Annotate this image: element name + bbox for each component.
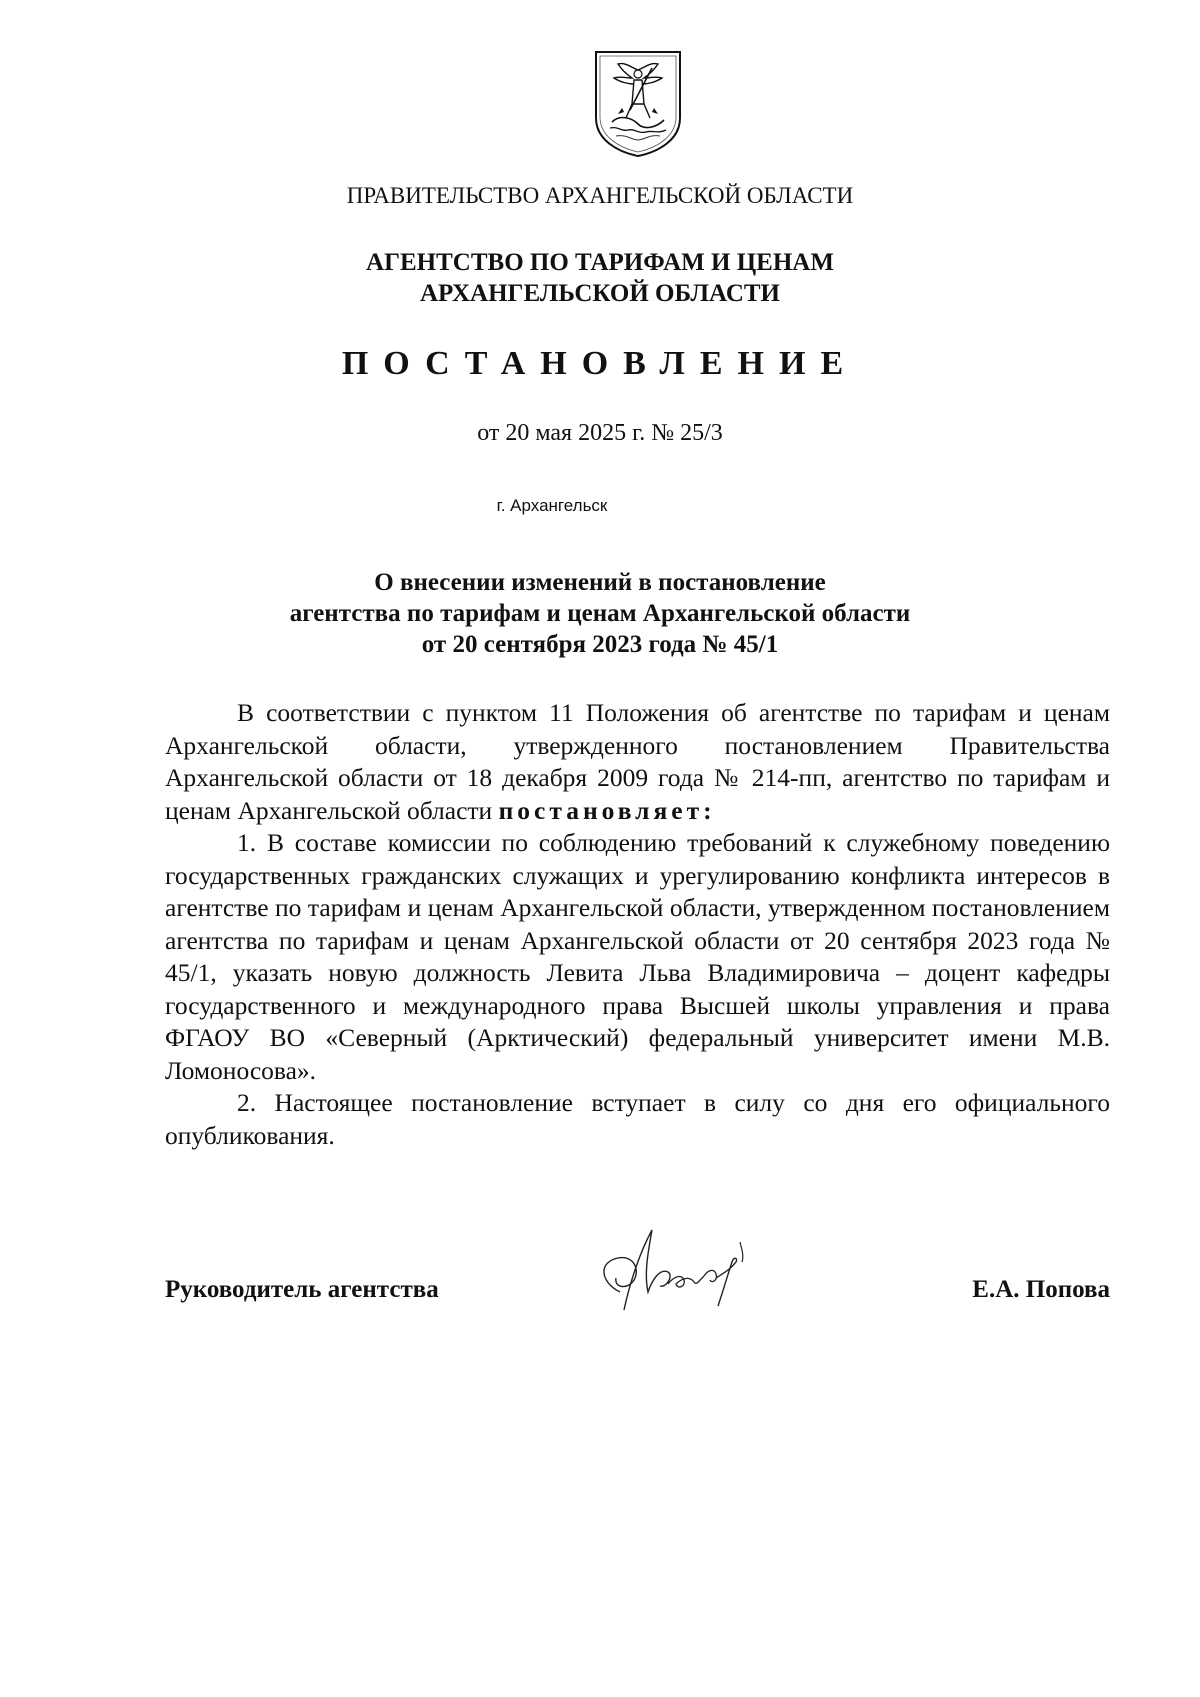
document-type-title: ПОСТАНОВЛЕНИЕ	[341, 345, 859, 382]
document-city: г. Архангельск	[496, 496, 608, 515]
signature-block	[165, 1276, 1110, 1316]
subject-line2: агентства по тарифам и ценам Архангельской области	[289, 600, 911, 627]
item-2-paragraph: 2. Настоящее постановление вступает в силу со дня его официального опубликования.	[165, 1088, 1110, 1150]
agency-name	[0, 247, 1200, 309]
agency-name-line1: АГЕНТСТВО ПО ТАРИФАМ И ЦЕНАМ	[366, 249, 834, 276]
resolves-word: постановляет	[498, 795, 704, 825]
document-subject	[0, 567, 1200, 660]
government-name: ПРАВИТЕЛЬСТВО АРХАНГЕЛЬСКОЙ ОБЛАСТИ	[346, 183, 854, 208]
signatory-name: Е.А. Попова	[972, 1276, 1110, 1303]
document-date-number: от 20 мая 2025 г. № 25/3	[477, 420, 723, 446]
subject-line3: от 20 сентября 2023 года № 45/1	[421, 631, 779, 658]
preamble-text: В соответствии с пунктом 11 Положения об агентстве по тарифам и ценам Архангельской области, утвержденного постановлением Правительства Архангельской области от 18 декабря 2009 года № 214-пп, агентство по тарифам и ценам Архангельской области	[165, 698, 1110, 825]
subject-line1: О внесении изменений в постановление	[374, 569, 826, 596]
preamble-paragraph	[165, 697, 1110, 827]
document-body	[165, 697, 1110, 1152]
resolves-colon: :	[703, 795, 712, 825]
item-1-paragraph: 1. В составе комиссии по соблюдению требований к служебному поведению государственных гражданских служащих и урегулированию конфликта интересов в агентстве по тарифам и ценам Архангельской области, утвержденном постановлением агентства по тарифам и ценам Архангельской области от 20 сентября 2023 года № 45/1, указать новую должность Левита Льва Владимировича – доцент кафедры государственного и международного права Высшей школы управления и права ФГАОУ ВО «Северный (Арктический) федеральный университет имени М.В. Ломоносова».	[165, 828, 1110, 1085]
agency-name-line2: АРХАНГЕЛЬСКОЙ ОБЛАСТИ	[420, 280, 780, 307]
coat-of-arms-emblem	[592, 48, 684, 158]
signatory-title: Руководитель агентства	[165, 1276, 439, 1303]
